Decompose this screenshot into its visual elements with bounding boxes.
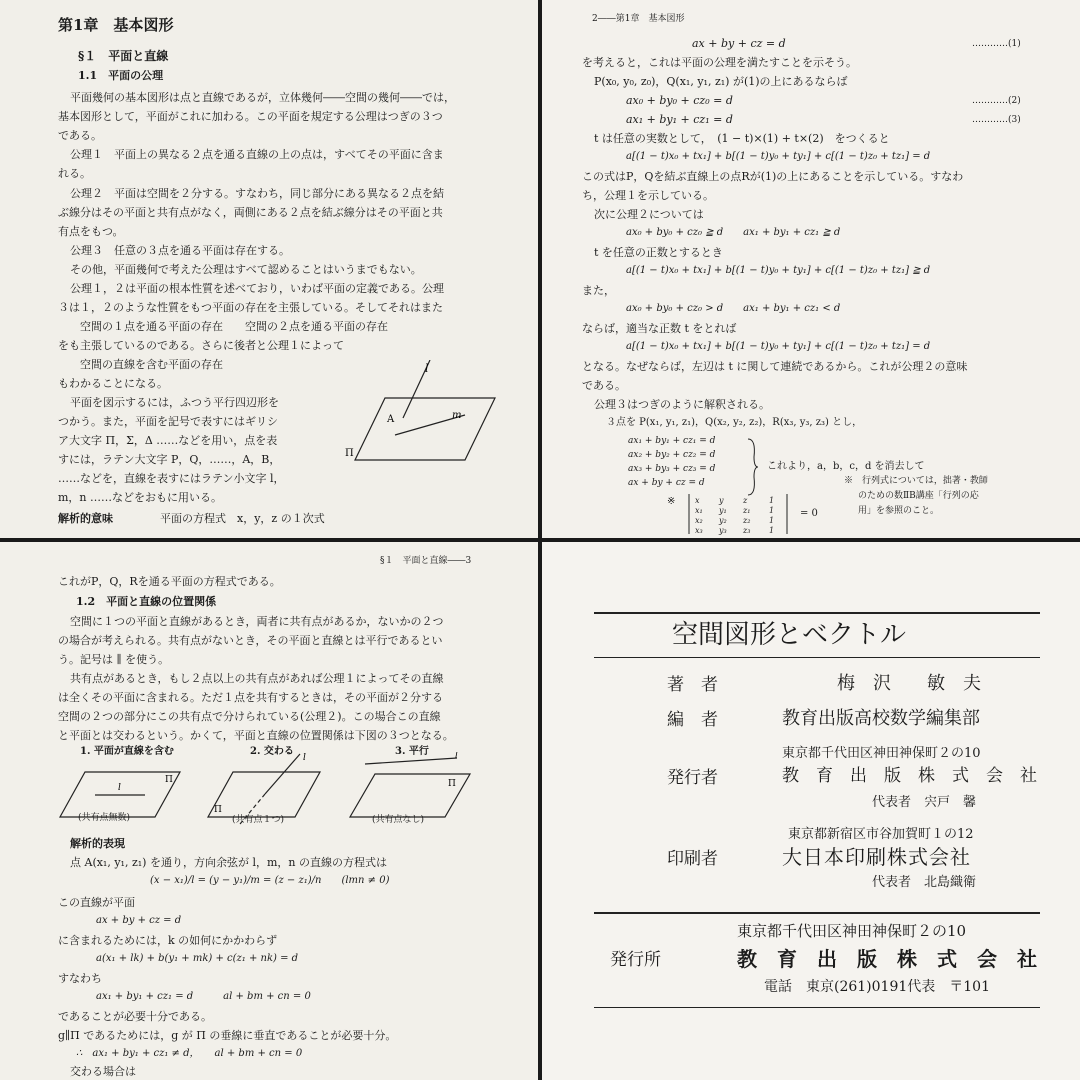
footnote: のための数ⅡB講座「行列の応 <box>858 491 979 501</box>
body-line: ち，公理１を示している。 <box>582 189 714 202</box>
equation-plane: ax + by + cz = d <box>96 915 182 926</box>
system-brace <box>746 437 758 497</box>
figure-3-caption: (共有点なし) <box>372 815 425 825</box>
office-label: 発行所 <box>610 950 661 970</box>
equation-2-number: …………(2) <box>972 96 1021 106</box>
det-cell: x₂ <box>695 516 703 525</box>
body-line: 次に公理２については <box>594 208 704 221</box>
body-line: これがP，Q，Rを通る平面の方程式である。 <box>58 575 281 588</box>
body-line: は全くその平面に含まれる。ただ１点を共有するときは，その平面が２分する <box>58 691 443 704</box>
body-line: 平面幾何の基本図形は点と直線であるが，立体幾何――空間の幾何――では， <box>70 91 455 104</box>
system-note: これより，a，b，c，d を消去して <box>767 461 925 472</box>
body-line: その他，平面幾何で考えた公理はすべて認めることはいうまでもない。 <box>70 263 422 276</box>
equation-6: a[(1 − t)x₀ + tx₁] + b[(1 − t)y₀ + ty₁] + c[(1 − t)z₀ + tz₁] ≧ d <box>626 265 931 276</box>
body-line: すには，ラテン大文字 P，Q，……，A，B， <box>58 453 281 466</box>
body-line: 公理３はつぎのように解釈される。 <box>594 398 770 411</box>
equation-parallel: ∴ ax₁ + by₁ + cz₁ ≠ d， al + bm + cn = 0 <box>76 1048 303 1059</box>
body-line: 空間の２つの部分にこの共有点で分けられている(公理２)。この場合この直線 <box>58 710 441 723</box>
body-line: t を任意の正数とするとき <box>594 246 723 259</box>
fig-label-pi: Π <box>165 775 173 785</box>
printer-address: 東京都新宿区市谷加賀町１の12 <box>788 827 974 842</box>
figure-1-caption: (共有点無数) <box>78 813 131 823</box>
axiom-2: 公理２ 平面は空間を２分する。すなわち，同じ部分にある異なる２点を結 <box>70 187 444 200</box>
body-line: ……などを，直線を表すにはラテン小文字 l， <box>58 472 285 485</box>
chapter-title: 第1章 基本図形 <box>58 16 174 34</box>
figure-1-title: 1. 平面が直線を含む <box>80 746 174 757</box>
subsection-title: 1.1 平面の公理 <box>78 69 164 82</box>
body-line: 共有点があるとき，もし２点以上の共有点があれば公理１によってその直線 <box>70 672 444 685</box>
det-cell: z₁ <box>743 506 751 515</box>
rule-top <box>594 612 1040 614</box>
det-cell: x₁ <box>695 506 703 515</box>
body-line: ３は１，２のような性質をもつ平面の存在を主張している。そしてそれはまた <box>58 301 443 314</box>
fig-label-m: m <box>452 410 462 421</box>
det-cell: y <box>719 496 724 505</box>
equation-3: ax₁ + by₁ + cz₁ = d <box>626 113 733 126</box>
book-title: 空間図形とベクトル <box>672 620 907 650</box>
equation-1-number: …………(1) <box>972 39 1021 49</box>
det-cell: x₃ <box>695 526 703 535</box>
body-line: となる。なぜならば，左辺は t に関して連続であるから。これが公理２の意味 <box>582 360 968 373</box>
body-line: ３点を P(x₁, y₁, z₁)，Q(x₂, y₂, z₂)，R(x₃, y₃, z₃) とし， <box>606 417 863 428</box>
equation-1: ax + by + cz = d <box>692 37 786 50</box>
author-name: 梅 沢 敏 夫 <box>837 673 981 694</box>
footnote: ※ 行列式については，拙著・教師 <box>844 476 988 486</box>
det-cell: y₃ <box>719 526 727 535</box>
analytic-heading: 解析的表現 <box>70 837 125 850</box>
running-header: 2――第1章 基本図形 <box>592 14 685 24</box>
rule-end <box>594 1007 1040 1008</box>
body-line: m，n ……などをおもに用いる。 <box>58 491 223 504</box>
colophon-page <box>542 542 1080 1080</box>
body-line: に含まれるためには，k の如何にかかわらず <box>58 934 278 947</box>
equation-contain: a(x₁ + lk) + b(y₁ + mk) + c(z₁ + nk) = d <box>96 953 299 964</box>
figure-2-title: 2. 交わる <box>250 746 294 757</box>
det-cell: 1 <box>769 496 775 505</box>
axiom-1-cont: れる。 <box>58 167 91 180</box>
det-cell: y₁ <box>719 506 727 515</box>
analytic-line: 平面の方程式 x，y，z の１次式 <box>160 512 325 525</box>
body-line: をも主張しているのである。さらに後者と公理１によって <box>58 339 344 352</box>
body-line: 基本図形として，平面がこれに加わる。この平面を規定する公理はつぎの３つ <box>58 110 443 123</box>
fig-label-l: l <box>118 783 121 793</box>
footnote: 用」を参照のこと。 <box>858 506 940 516</box>
subsection-title: 1.2 平面と直線の位置関係 <box>76 595 217 608</box>
equation-3-number: …………(3) <box>972 115 1021 125</box>
page-2 <box>542 0 1080 538</box>
body-line: 空間の１点を通る平面の存在 空間の２点を通る平面の存在 <box>58 320 388 333</box>
system-eq: ax₁ + by₁ + cz₁ = d <box>628 436 716 446</box>
analytic-heading: 解析的意味 <box>58 512 113 525</box>
equation-8: a[(1 − t)x₀ + tx₁] + b[(1 − t)y₀ + ty₁] + c[(1 − t)z₀ + tz₁] = d <box>626 341 931 352</box>
publisher-address: 東京都千代田区神田神保町２の10 <box>782 746 981 761</box>
fig-label-l: l <box>425 362 429 375</box>
equation-condition: ax₁ + by₁ + cz₁ = d al + bm + cn = 0 <box>96 991 311 1002</box>
system-eq: ax₃ + by₃ + cz₃ = d <box>628 464 716 474</box>
fig-label-pi: Π <box>448 779 456 789</box>
body-line: であることが必要十分である。 <box>58 1010 212 1023</box>
printer-label: 印刷者 <box>667 849 718 869</box>
body-line: g∥Π であるためには，g が Π の垂線に垂直であることが必要十分。 <box>58 1029 397 1042</box>
equation-line: (x − x₁)/l = (y − y₁)/m = (z − z₁)/n (lmn ≠ 0) <box>150 875 390 886</box>
det-cell: z₂ <box>743 516 751 525</box>
body-line: すなわち <box>58 972 102 985</box>
body-line: の場合が考えられる。共有点がないとき，その平面と直線とは平行であるとい <box>58 634 443 647</box>
system-eq: ax + by + cz = d <box>628 478 705 488</box>
determinant <box>687 492 797 536</box>
det-cell: 1 <box>769 506 775 515</box>
body-line: もわかることになる。 <box>58 377 168 390</box>
body-line: と平面とは交わるという。かくて，平面と直線の位置関係は下図の３つとなる。 <box>58 729 454 742</box>
det-cell: 1 <box>769 516 775 525</box>
body-line: 公理１，２は平面の根本性質を述べており，いわば平面の定義である。公理 <box>70 282 444 295</box>
axiom-2-cont: ぶ線分はその平面と共有点がなく，両側にある２点を結ぶ線分はその平面と共 <box>58 206 443 219</box>
axiom-1: 公理１ 平面上の異なる２点を通る直線の上の点は，すべてその平面に含ま <box>70 148 444 161</box>
det-cell: z₃ <box>743 526 751 535</box>
equation-7: ax₀ + by₀ + cz₀ > d ax₁ + by₁ + cz₁ < d <box>626 303 841 314</box>
plane-figure <box>325 360 525 480</box>
publisher-label: 発行者 <box>667 768 718 788</box>
printer-name: 大日本印刷株式会社 <box>782 845 971 869</box>
axiom-2-cont: 有点をもつ。 <box>58 225 124 238</box>
det-cell: z <box>743 496 748 505</box>
page-3 <box>0 542 538 1080</box>
body-line: この式はP，Qを結ぶ直線上の点Rが(1)の上にあることを示している。すなわ <box>582 170 964 183</box>
office-phone: 電話 東京(261)0191代表 〒101 <box>764 979 990 995</box>
body-line: この直線が平面 <box>58 896 135 909</box>
publisher-name: 教 育 出 版 株 式 会 社 <box>782 766 1037 786</box>
rule-title <box>594 657 1040 658</box>
author-label: 著 者 <box>667 675 718 695</box>
det-cell: x <box>695 496 700 505</box>
office-address: 東京都千代田区神田神保町２の10 <box>737 922 967 940</box>
body-line: t は任意の実数として， (1 − t)×(1) + t×(2) をつくると <box>594 132 890 145</box>
equation-4: a[(1 − t)x₀ + tx₁] + b[(1 − t)y₀ + ty₁] + c[(1 − t)z₀ + tz₁] = d <box>626 151 931 162</box>
page-1 <box>0 0 538 538</box>
editor-name: 教育出版高校数学編集部 <box>782 708 980 729</box>
det-equals: = 0 <box>800 508 818 519</box>
body-line: 交わる場合は <box>70 1065 136 1078</box>
body-line: ならば，適当な正数 t をとれば <box>582 322 737 335</box>
star-mark: ※ <box>667 496 676 507</box>
section-title: §１ 平面と直線 <box>78 49 169 63</box>
body-line: 点 A(x₁, y₁, z₁) を通り，方向余弦が l，m，n の直線の方程式は <box>70 856 387 869</box>
office-name: 教 育 出 版 株 式 会 社 <box>737 947 1037 971</box>
fig-label-l: l <box>455 752 458 761</box>
editor-label: 編 者 <box>667 710 718 730</box>
body-line: を考えると，これは平面の公理を満たすことを示そう。 <box>582 56 857 69</box>
fig-label-pi: Π <box>214 805 222 815</box>
body-line: つかう。また，平面を記号で表すにはギリシ <box>58 415 278 428</box>
body-line: である。 <box>58 129 102 142</box>
figure-3-title: 3. 平行 <box>395 746 429 757</box>
equation-2: ax₀ + by₀ + cz₀ = d <box>626 94 733 107</box>
system-eq: ax₂ + by₂ + cz₂ = d <box>628 450 716 460</box>
body-line: ア大文字 Π，Σ，Δ ……などを用い，点を表 <box>58 434 278 447</box>
body-line: である。 <box>582 379 626 392</box>
fig-label-l: l <box>303 753 306 763</box>
fig-label-pi: Π <box>345 448 354 459</box>
body-line: また， <box>582 284 615 297</box>
body-line: 空間の直線を含む平面の存在 <box>58 358 223 371</box>
det-cell: y₂ <box>719 516 727 525</box>
body-line: う。記号は ∥ を使う。 <box>58 653 170 666</box>
figure-2-caption: (共有点１つ) <box>232 815 285 825</box>
publisher-rep: 代表者 宍戸 馨 <box>872 795 977 810</box>
body-line: P(x₀, y₀, z₀)，Q(x₁, y₁, z₁) が(1)の上にあるならば <box>594 75 848 88</box>
fig-label-A: A <box>387 414 395 425</box>
det-cell: 1 <box>769 526 775 535</box>
equation-5: ax₀ + by₀ + cz₀ ≧ d ax₁ + by₁ + cz₁ ≧ d <box>626 227 841 238</box>
rule-bottom <box>594 912 1040 914</box>
axiom-3: 公理３ 任意の３点を通る平面は存在する。 <box>70 244 290 257</box>
printer-rep: 代表者 北島織衛 <box>872 875 977 890</box>
running-header: §１ 平面と直線――3 <box>380 556 472 566</box>
body-line: 平面を図示するには，ふつう平行四辺形を <box>70 396 279 409</box>
body-line: 空間に１つの平面と直線があるとき，両者に共有点があるか，ないかの２つ <box>70 615 444 628</box>
